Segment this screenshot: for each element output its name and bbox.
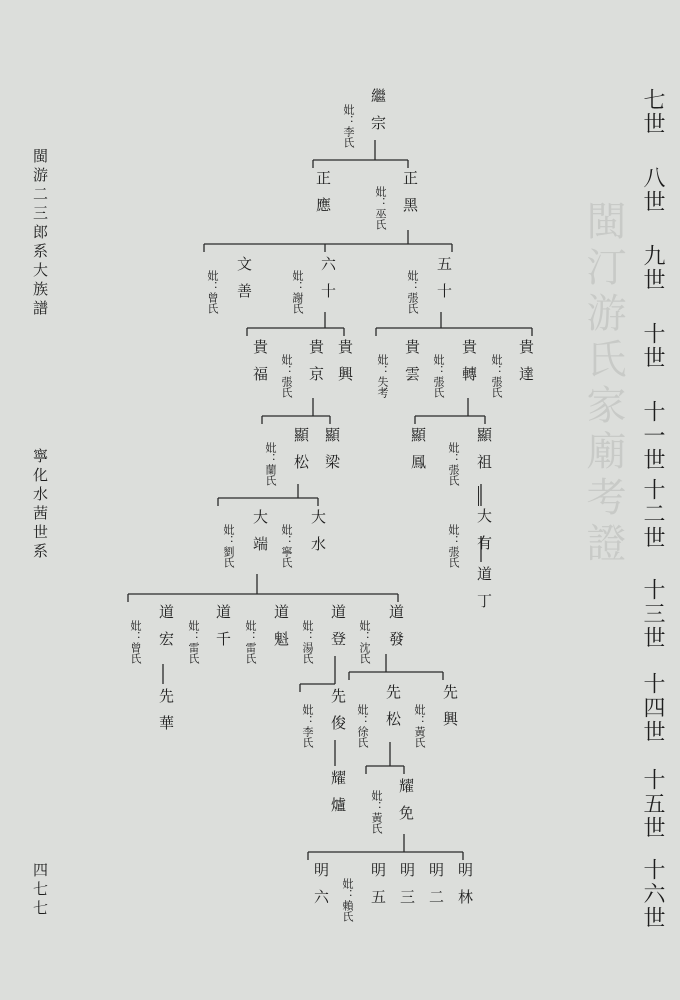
spouse-note: 妣：沈氏 [358, 620, 371, 664]
person-name: 先華 [157, 688, 175, 742]
generation-label: 十世 [640, 322, 665, 370]
spouse-note: 妣：曾氏 [206, 270, 219, 314]
person-name: 顯梁 [323, 427, 341, 481]
person-name: 道登 [329, 604, 347, 658]
person-name: 大有 [475, 508, 493, 562]
spouse-note: 妣：劉氏 [222, 524, 235, 568]
spouse-note: 妣：失考 [376, 354, 389, 398]
person-name: 道宏 [157, 604, 175, 658]
person-name: 顯鳳 [409, 427, 427, 481]
person-name: 道千 [214, 604, 232, 658]
person-name: 六十 [319, 256, 337, 310]
person-name: 貴福 [251, 339, 269, 393]
person-name: 貴達 [517, 339, 535, 393]
person-name: 明三 [398, 862, 416, 916]
generation-label: 十四世 [640, 672, 665, 744]
person-name: 明五 [369, 862, 387, 916]
person-name: 大端 [251, 509, 269, 563]
generation-label: 十五世 [640, 768, 665, 840]
spouse-note: 妣：張氏 [490, 354, 503, 398]
spouse-note: 妣：張氏 [447, 524, 460, 568]
person-name: 貴轉 [460, 339, 478, 393]
person-name: 先松 [384, 684, 402, 738]
spouse-note: 妣：寧氏 [280, 524, 293, 568]
spouse-note: 妣：雷氏 [187, 620, 200, 664]
side-subtitle: 寧化水茜世系 [31, 448, 49, 562]
person-name: 五十 [435, 256, 453, 310]
generation-label: 十一世 [640, 400, 665, 472]
side-title: 閩游二三郎系大族譜 [31, 148, 49, 319]
person-name: 正應 [314, 170, 332, 224]
spouse-note: 妣：賴氏 [341, 878, 354, 922]
person-name: 道丁 [475, 566, 493, 620]
person-name: 貴雲 [403, 339, 421, 393]
generation-label: 十六世 [640, 858, 665, 930]
spouse-note: 妣：徐氏 [356, 704, 369, 748]
generation-label: 十三世 [640, 578, 665, 650]
person-name: 耀爐 [329, 770, 347, 824]
spouse-note: 妣：張氏 [447, 442, 460, 486]
spouse-note: 妣：張氏 [406, 270, 419, 314]
person-name: 耀免 [397, 778, 415, 832]
generation-label: 七世 [640, 88, 665, 136]
spouse-note: 妣：蘭氏 [264, 442, 277, 486]
person-name: 正黑 [401, 170, 419, 224]
generation-label: 八世 [640, 166, 665, 214]
spouse-note: 妣：張氏 [280, 354, 293, 398]
person-name: 先興 [441, 684, 459, 738]
spouse-note: 妣：曾氏 [129, 620, 142, 664]
person-name: 顯松 [292, 427, 310, 481]
spouse-note: 妣：湯氏 [301, 620, 314, 664]
page-number: 四七七 [31, 862, 49, 919]
person-name: 明六 [312, 862, 330, 916]
person-name: 文善 [235, 256, 253, 310]
spouse-note: 妣：黃氏 [370, 790, 383, 834]
spouse-note: 妣：雷氏 [244, 620, 257, 664]
spouse-note: 妣：李氏 [301, 704, 314, 748]
person-name: 貴京 [307, 339, 325, 393]
person-name: 繼宗 [369, 88, 387, 142]
running-title-bleed: 閩汀游氏家廟考證 [580, 200, 626, 568]
spouse-note: 妣：巫氏 [374, 186, 387, 230]
spouse-note: 妣：李氏 [342, 104, 355, 148]
person-name: 大水 [309, 509, 327, 563]
person-name: 明林 [456, 862, 474, 916]
person-name: 貴興 [336, 339, 354, 393]
person-name: 道發 [387, 604, 405, 658]
person-name: 先俊 [329, 688, 347, 742]
spouse-note: 妣：黃氏 [413, 704, 426, 748]
spouse-note: 妣：張氏 [432, 354, 445, 398]
person-name: 明二 [427, 862, 445, 916]
person-name: 道魁 [272, 604, 290, 658]
person-name: 顯祖 [475, 427, 493, 481]
generation-label: 九世 [640, 244, 665, 292]
lineage-dash [478, 486, 480, 506]
generation-label: 十二世 [640, 478, 665, 550]
spouse-note: 妣：謝氏 [291, 270, 304, 314]
